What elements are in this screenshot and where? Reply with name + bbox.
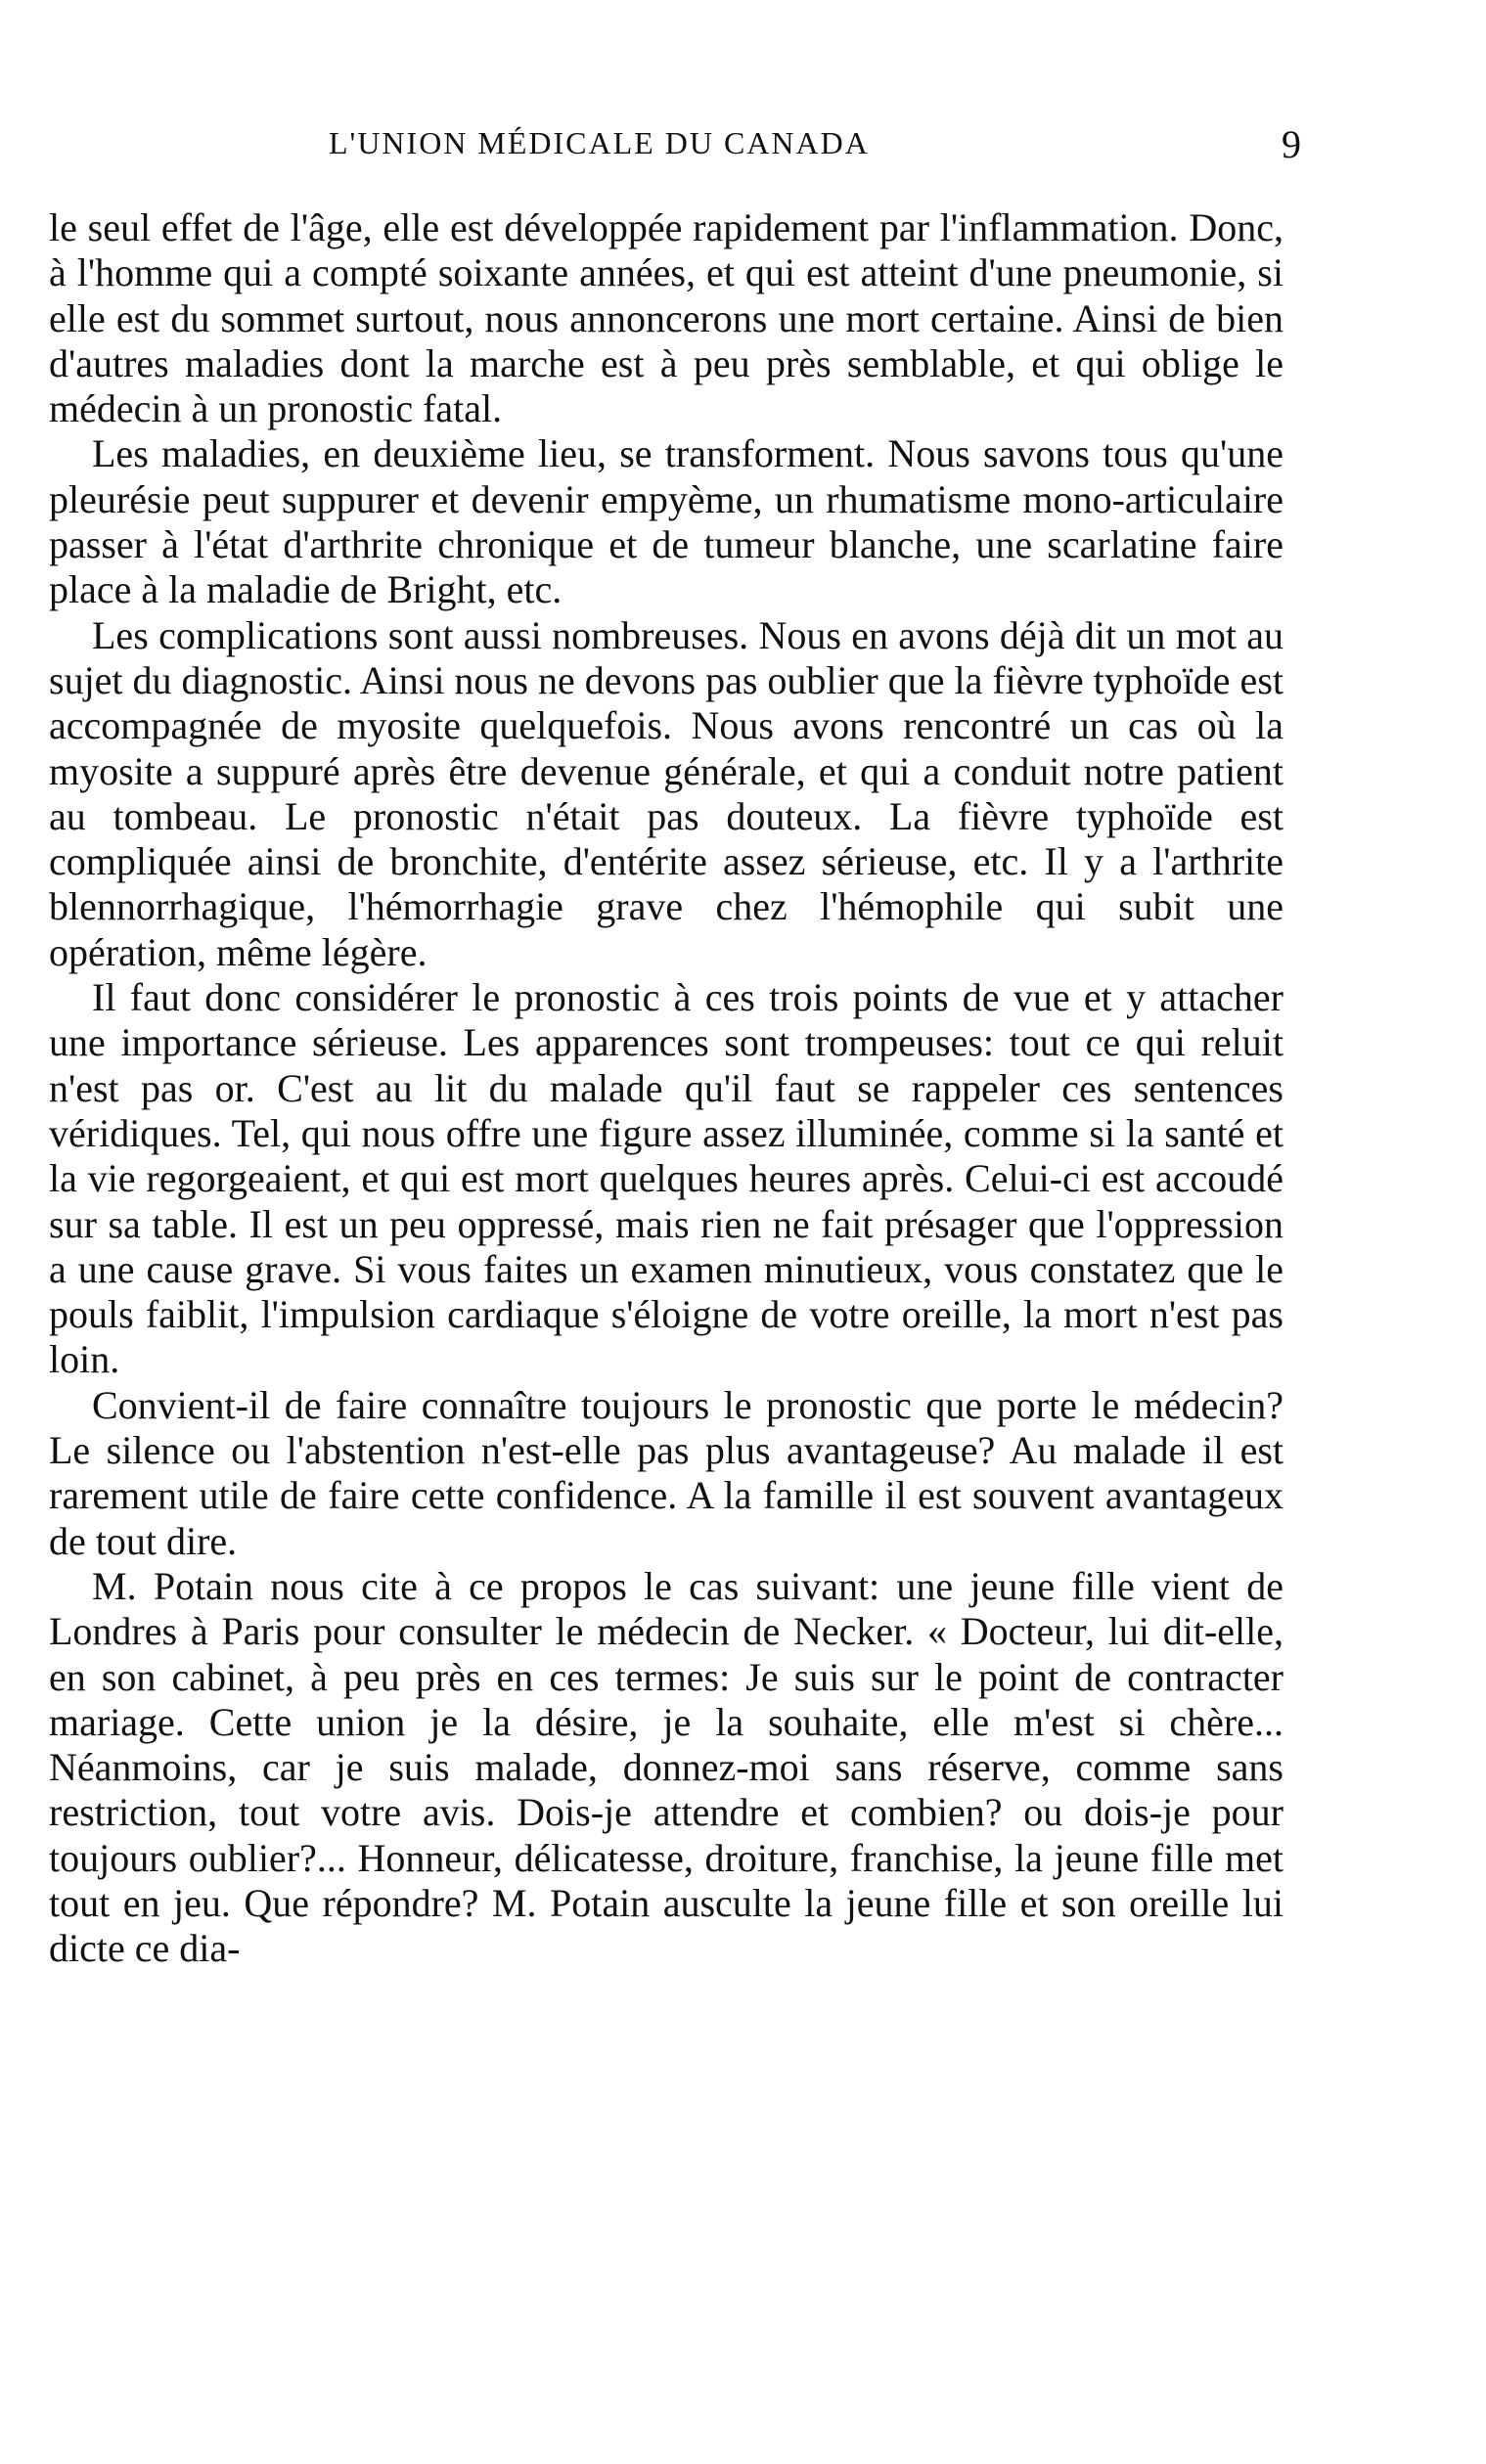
paragraph: Les maladies, en deuxième lieu, se transforment. Nous savons tous qu'une pleurésie peut suppurer et devenir empyème, un rhumatisme mono-articulaire passer à l'état d'arthrite chronique et de tumeur blanche, une scarlatine faire place à la maladie de Bright, etc.: [49, 431, 1283, 612]
body-text: [49, 205, 1283, 1972]
running-title: L'UNION MÉDICALE DU CANADA: [329, 125, 870, 160]
paragraph: le seul effet de l'âge, elle est développée rapidement par l'inflammation. Donc, à l'homme qui a compté soixante années, et qui est atteint d'une pneumonie, si elle est du sommet surtout, nous annoncerons une mort certaine. Ainsi de bien d'autres maladies dont la marche est à peu près semblable, et qui oblige le médecin à un pronostic fatal.: [49, 205, 1283, 431]
page-header: [0, 122, 1486, 174]
paragraph: M. Potain nous cite à ce propos le cas suivant: une jeune fille vient de Londres à Paris pour consulter le médecin de Necker. « Docteur, lui dit-elle, en son cabinet, à peu près en ces termes: Je suis sur le point de contracter mariage. Cette union je la désire, je la souhaite, elle m'est si chère... Néanmoins, car je suis malade, donnez-moi sans réserve, comme sans restriction, tout votre avis. Dois-je attendre et combien? ou dois-je pour toujours oublier?... Honneur, délicatesse, droiture, franchise, la jeune fille met tout en jeu. Que répondre? M. Potain ausculte la jeune fille et son oreille lui dicte ce dia-: [49, 1563, 1283, 1971]
paragraph: Les complications sont aussi nombreuses. Nous en avons déjà dit un mot au sujet du diagnostic. Ainsi nous ne devons pas oublier que la fièvre typhoïde est accompagnée de myosite quelquefois. Nous avons rencontré un cas où la myosite a suppuré après être devenue générale, et qui a conduit notre patient au tombeau. Le pronostic n'était pas douteux. La fièvre typhoïde est compliquée ainsi de bronchite, d'entérite assez sérieuse, etc. Il y a l'arthrite blennorrhagique, l'hémorrhagie grave chez l'hémophile qui subit une opération, même légère.: [49, 612, 1283, 974]
page-number: 9: [1282, 122, 1301, 166]
paragraph: Il faut donc considérer le pronostic à ces trois points de vue et y attacher une importance sérieuse. Les apparences sont trompeuses: tout ce qui reluit n'est pas or. C'est au lit du malade qu'il faut se rappeler ces sentences véridiques. Tel, qui nous offre une figure assez illuminée, comme si la santé et la vie regorgeaient, et qui est mort quelques heures après. Celui-ci est accoudé sur sa table. Il est un peu oppressé, mais rien ne fait présager que l'oppression a une cause grave. Si vous faites un examen minutieux, vous constatez que le pouls faiblit, l'impulsion cardiaque s'éloigne de votre oreille, la mort n'est pas loin.: [49, 975, 1283, 1382]
paragraph: Convient-il de faire connaître toujours le pronostic que porte le médecin? Le silence ou l'abstention n'est-elle pas plus avantageuse? Au malade il est rarement utile de faire cette confidence. A la famille il est souvent avantageux de tout dire.: [49, 1382, 1283, 1563]
